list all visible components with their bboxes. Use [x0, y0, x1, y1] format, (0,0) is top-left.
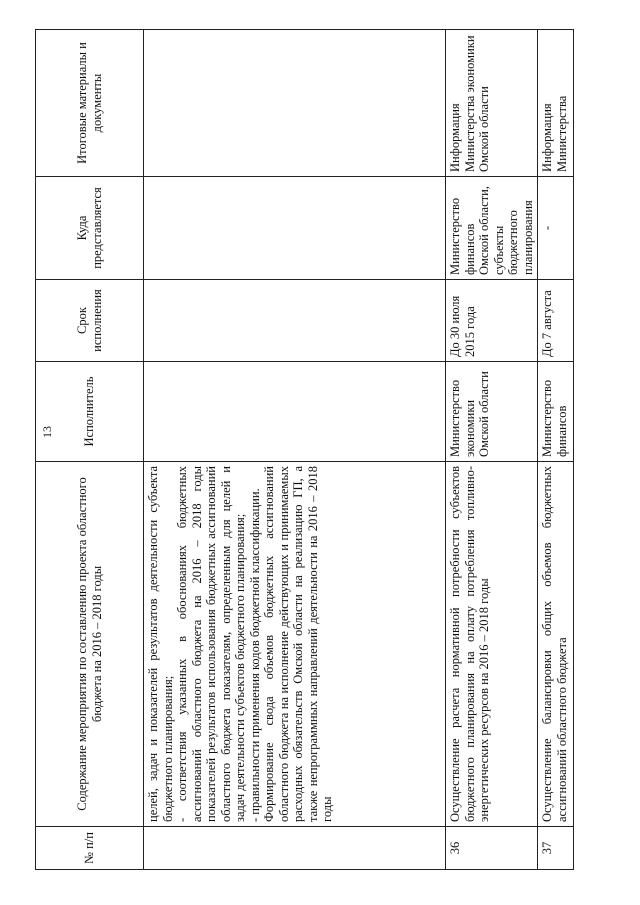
content-paragraph: - соответствия указанных в обоснованиях бюджетных ассигнований областного бюджета на 2016 – 2018 годы показателей результатов использования бюджетных ассигнований областного бюджета показателям, определенным для целей и задач деятельности субъектов бюджетного планирования;	[175, 466, 247, 822]
cell-deadline	[144, 280, 446, 362]
cell-recipient: -	[538, 177, 574, 280]
page-number: 13	[40, 426, 54, 438]
header-num: № п/п	[36, 827, 144, 870]
cell-recipient	[144, 177, 446, 280]
rotated-page	[35, 30, 569, 870]
table-row	[144, 30, 446, 870]
header-executor: Исполнитель	[36, 362, 144, 462]
cell-results: Информация Министерства экономики Омской области	[446, 30, 538, 177]
cell-recipient: Министерство финансов Омской области, субъекты бюджетного планирования	[446, 177, 538, 280]
cell-results	[144, 30, 446, 177]
content-paragraph: Осуществление расчета нормативной потребности субъектов бюджетного планирования на оплату потребления топливно-энергетических ресурсов на 2016 – 2018 годы	[448, 466, 491, 822]
cell-executor: Министерство экономики Омской области	[446, 362, 538, 462]
cell-num	[144, 827, 446, 870]
cell-deadline: До 7 августа	[538, 280, 574, 362]
cell-executor: Министерство финансов	[538, 362, 574, 462]
cell-results: Информация Министерства	[538, 30, 574, 177]
cell-content	[144, 462, 446, 827]
header-content: Содержание мероприятия по составлению проекта областного бюджета на 2016 – 2018 годы	[36, 462, 144, 827]
table-row	[538, 30, 574, 870]
header-deadline: Срок исполнения	[36, 280, 144, 362]
cell-deadline: До 30 июля 2015 года	[446, 280, 538, 362]
cell-executor	[144, 362, 446, 462]
content-paragraph: Осуществление балансировки общих объемов бюджетных ассигнований областного бюджета	[540, 466, 569, 822]
header-results: Итоговые материалы и документы	[36, 30, 144, 177]
cell-num: 37	[538, 827, 574, 870]
measures-table	[35, 29, 574, 870]
cell-content	[446, 462, 538, 827]
content-paragraph: - правильности применения кодов бюджетной классификации.	[247, 488, 262, 822]
cell-num: 36	[446, 827, 538, 870]
content-paragraph: Формирование свода объемов бюджетных ассигнований областного бюджета на исполнение действующих и принимаемых расходных обязательств Омской области на реализацию ГП, а также непрограммных направлений деятельности на 2016 – 2018 годы	[262, 466, 334, 822]
content-paragraph: целей, задач и показателей результатов деятельности субъекта бюджетного планирования;	[146, 466, 175, 822]
cell-content	[538, 462, 574, 827]
table-row	[446, 30, 538, 870]
header-recipient: Куда представляется	[36, 177, 144, 280]
table-header-row	[36, 30, 144, 870]
